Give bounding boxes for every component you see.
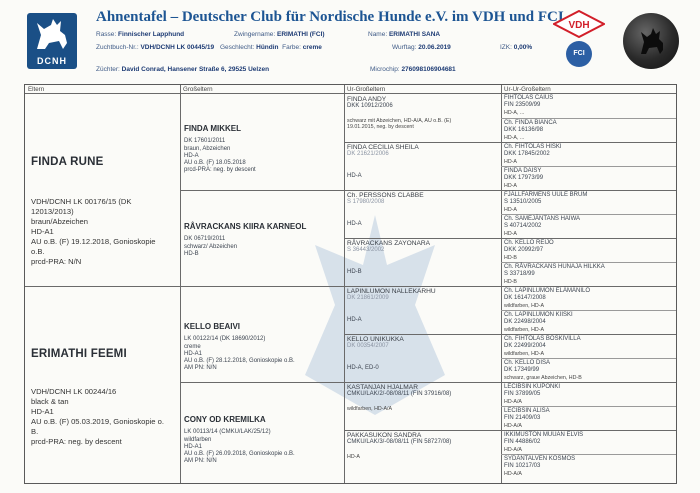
row-divider	[501, 406, 676, 407]
izk-field: IZK: 0,00%	[500, 44, 533, 51]
dcnh-logo	[27, 13, 77, 69]
great-great-grandparent-entry: LECIBSIN KUPONKI FIN 37899/05 HD-A/A	[504, 384, 561, 405]
great-great-grandparent-entry: FJÄLLFARMENS UULE BRUM S 13510/2005 HD-A	[504, 192, 588, 213]
row-divider	[501, 214, 676, 215]
row-divider	[180, 382, 676, 383]
row-divider	[344, 334, 676, 335]
rasse-field: Rasse: Finnischer Lapphund	[96, 31, 185, 38]
zwingername-field: Zwingername: ERIMATHI (FCI)	[234, 31, 325, 38]
row-divider	[501, 166, 676, 167]
column-header-ururgrosseltern: Ur-Ur-Großeltern	[501, 85, 676, 94]
embossed-seal	[623, 13, 679, 69]
pedigree-table	[24, 84, 677, 484]
great-great-grandparent-entry: SYDÄNTALVEN KOSMOS FIN 10217/03 HD-A/A	[504, 456, 576, 477]
column-divider	[344, 85, 345, 483]
dam-details: VDH/DCNH LK 00244/16 black & tan HD-A1 AU o.B. (F) 05.03.2019, Gonioskopie o. B. prcd-PRA: neg. by descent	[31, 387, 164, 446]
great-grandparent-entry: Ch. PERSSONS CLABBE S 17980/2008 HD-A	[347, 192, 424, 228]
column-header-grosseltern: Großeltern	[180, 85, 344, 94]
sire-details: VDH/DCNH LK 00176/15 (DK 12013/2013) braun/Abzeichen HD-A1 AU o.B. (F) 19.12.2018, Gonioskopie o.B. prcd-PRA: N/N	[31, 197, 156, 266]
seal-dog-icon	[636, 24, 666, 58]
grandparent-entry: KELLO BEAIVI LK 00122/14 (DK 18690/2012) creme HD-A1 AU o.B. (F) 28.12.2018, Gonioskopie o.B. AM PN: N/N	[184, 322, 295, 372]
great-grandparent-entry: FINDA CECILIA SHEILA DK 21621/2006 HD-A	[347, 144, 419, 180]
great-great-grandparent-entry: Ch. FIHTOLAS BOSKIVILLA DK 22499/2004 wildfarben, HD-A	[504, 336, 581, 357]
row-divider	[501, 262, 676, 263]
great-great-grandparent-entry: Ch. FIHTOLAS HISKI DKK 17845/2002 HD-A	[504, 144, 562, 165]
great-great-grandparent-entry: FIHTOLAS CAIUS FIN 23509/99 HD-A, ...	[504, 95, 554, 116]
great-grandparent-entry: LAPINLUMON NALLEKARHU DK 21861/2009 HD-A	[347, 288, 436, 324]
grandparent-entry: FINDA MIKKEL DK 17601/2011 braun, Abzeichen HD-A AU o.B. (F) 18.05.2018 prcd-PRA: neg. by descent	[184, 124, 256, 174]
column-header-eltern: Eltern	[25, 85, 180, 94]
great-great-grandparent-entry: IKKIMUSTON MUUAN ELVIS FIN 44886/02 HD-A/A	[504, 432, 584, 453]
column-divider	[501, 85, 502, 483]
great-great-grandparent-entry: Ch. LAPINLUMON ELÄMÄNILO DK 16147/2008 wildfarben, HD-A	[504, 288, 591, 309]
row-divider	[25, 286, 676, 287]
row-divider	[344, 142, 676, 143]
great-great-grandparent-entry: Ch. KELLO DISA DK 17349/99 schwarz, graue Abzeichen, HD-B	[504, 360, 582, 381]
grandparent-entry: CONY OD KREMILKA LK 00113/14 (CMKU/LAK/25/12) wildfarben HD-A1 AU o.B. (F) 26.09.2018, Gonioskopie o.B. AM PN: N/N	[184, 415, 295, 465]
great-great-grandparent-entry: Ch. SAMEJÄNTANS HAIWA S 40714/2002 HD-A	[504, 216, 581, 237]
great-great-grandparent-entry: Ch. FINDA BIANCA DKK 16136/98 HD-A, ...	[504, 120, 557, 141]
vdh-logo-text: VDH	[568, 20, 590, 31]
row-divider	[501, 310, 676, 311]
row-divider	[180, 190, 676, 191]
zuchtbuch-field: Zuchtbuch-Nr.: VDH/DCNH LK 00445/19	[96, 44, 215, 51]
dam-name: ERIMATHI FEEMI	[31, 348, 127, 360]
vdh-logo	[553, 10, 605, 38]
great-grandparent-entry: KASTANJAN HJALMAR CMKU/LAK/2/-08/08/11 (FIN 37916/08) wildfarben, HD-A/A	[347, 384, 452, 412]
great-grandparent-entry: RÅVRACKANS ZAYONARA S 36443/2002 HD-B	[347, 240, 431, 276]
row-divider	[344, 238, 676, 239]
certificate-title: Ahnentafel – Deutscher Club für Nordische Hunde e.V. im VDH und FCI	[96, 9, 564, 25]
great-great-grandparent-entry: Ch. RÅVRACKANS HUNAJA HILKKA S 33718/99 HD-B	[504, 264, 605, 285]
great-great-grandparent-entry: Ch. LAPINLUMON KIISKI DK 22498/2004 wildfarben, HD-A	[504, 312, 573, 333]
great-great-grandparent-entry: Ch. KELLO REIJO DKK 20992/97 HD-B	[504, 240, 554, 261]
great-grandparent-entry: FINDA ANDY DKK 10912/2006 schwarz mit Abzeichen, HD-A/A, AU o.B. (E) 19.01.2015, neg. by descent	[347, 96, 452, 131]
sire-entry	[31, 156, 176, 168]
row-divider	[501, 358, 676, 359]
row-divider	[344, 430, 676, 431]
row-divider	[501, 118, 676, 119]
nordic-dog-icon	[27, 13, 77, 57]
fci-logo: FCI	[566, 41, 592, 67]
column-header-urgrosseltern: Ur-Großeltern	[344, 85, 501, 94]
dcnh-logo-text: DCNH	[37, 56, 67, 66]
name-field: Name: ERIMATHI SANA	[368, 31, 441, 38]
great-great-grandparent-entry: FINDA DAISY DKK 17973/99 HD-A	[504, 168, 544, 189]
great-grandparent-entry: KELLO UNIKUKKA DK 00354/2007 HD-A, ED-0	[347, 336, 404, 372]
geschlecht-field: Geschlecht: Hündin Farbe: creme	[220, 44, 322, 51]
wurftag-field: Wurftag: 20.06.2019	[392, 44, 451, 51]
zuechter-field: Züchter: David Conrad, Hansener Straße 6, 29525 Uelzen	[96, 66, 270, 73]
great-grandparent-entry: PAKKASUKON SANDRA CMKU/LAK/3/-08/08/11 (FIN 58727/08) HD-A	[347, 432, 452, 460]
great-great-grandparent-entry: LECIBSIN ALISA FIN 21409/03 HD-A/A	[504, 408, 550, 429]
certificate-header	[0, 0, 700, 80]
row-divider	[501, 454, 676, 455]
grandparent-entry: RÅVRACKANS KIIRA KARNEOL DK 06719/2011 schwarz/ Abzeichen HD-B	[184, 222, 307, 257]
dam-entry	[31, 348, 176, 360]
microchip-field: Microchip: 276098106904681	[370, 66, 456, 73]
sire-name: FINDA RUNE	[31, 156, 104, 168]
column-divider	[180, 85, 181, 483]
